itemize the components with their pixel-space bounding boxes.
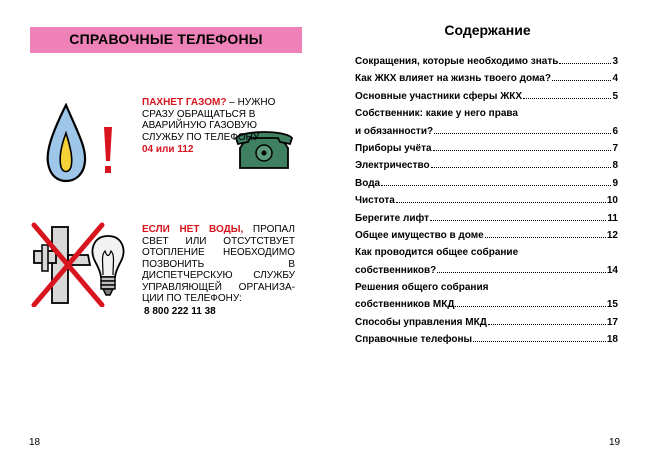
toc-label: и обязанности? xyxy=(355,125,434,137)
toc-page: 15 xyxy=(606,299,618,311)
toc-label-line1: Как проводится общее собрание xyxy=(355,247,519,259)
toc-leader xyxy=(523,98,611,99)
toc-page: 4 xyxy=(612,73,618,85)
toc-leader xyxy=(437,272,606,273)
toc-entry[interactable] xyxy=(355,91,618,108)
toc-leader xyxy=(431,167,612,168)
gas-alert: ПАХНЕТ ГАЗОМ? xyxy=(142,97,227,108)
toc-leader xyxy=(434,133,611,134)
toc-label: Основные участники сферы ЖКХ xyxy=(355,90,523,102)
toc-page: 10 xyxy=(606,195,618,207)
banner-title: СПРАВОЧНЫЕ ТЕЛЕФОНЫ xyxy=(69,31,263,47)
toc-entry[interactable] xyxy=(355,178,618,195)
toc-page: 12 xyxy=(606,229,618,241)
toc-label: Справочные телефоны xyxy=(355,334,473,346)
toc-entry[interactable] xyxy=(355,213,618,230)
toc-entry[interactable] xyxy=(355,299,618,316)
toc-entry[interactable] xyxy=(355,160,618,177)
toc-label: собственников? xyxy=(355,264,437,276)
gas-instruction xyxy=(142,97,282,156)
toc-entry[interactable] xyxy=(355,334,618,351)
toc-leader xyxy=(433,150,612,151)
toc-label: Вода xyxy=(355,177,381,189)
toc-entry[interactable] xyxy=(355,126,618,143)
toc-entry[interactable] xyxy=(355,195,618,212)
right-page xyxy=(325,0,650,461)
water-alert: ЕСЛИ НЕТ ВОДЫ, xyxy=(142,224,244,235)
toc-entry[interactable] xyxy=(355,317,618,334)
toc-label-line1: Собственник: какие у него права xyxy=(355,108,518,120)
toc-leader xyxy=(559,63,611,64)
water-text: ПРОПАЛ СВЕТ ИЛИ ОТСУТСТВУЕТ ОТОПЛЕНИЕ НЕОБХОДИМО ПОЗВОНИТЬ В ДИСПЕТЧЕРСКУЮ СЛУЖБУ УПРАВЛЯЮЩЕЙ ОРГАНИЗАЦИИ ПО ТЕЛЕФОНУ: xyxy=(142,224,295,304)
toc-entry[interactable] xyxy=(355,56,618,73)
toc-entry[interactable] xyxy=(355,73,618,90)
water-phone: 8 800 222 11 38 xyxy=(144,305,216,317)
toc-leader xyxy=(396,202,606,203)
toc-page: 6 xyxy=(612,125,618,137)
gas-text: – НУЖНО СРАЗУ ОБРАЩАТЬСЯ В АВАРИЙНУЮ ГАЗОВУЮ СЛУЖБУ ПО ТЕЛЕФОНУ xyxy=(142,97,276,143)
toc-leader xyxy=(488,324,606,325)
page-number-left: 18 xyxy=(29,437,41,448)
toc-leader xyxy=(485,237,606,238)
gas-phone: 04 или 112 xyxy=(142,144,194,155)
water-instruction xyxy=(142,224,295,317)
page-number-right: 19 xyxy=(609,437,621,448)
banner xyxy=(30,27,302,53)
toc-title: Содержание xyxy=(444,22,531,38)
toc-leader xyxy=(455,306,605,307)
toc-label: Приборы учёта xyxy=(355,142,432,154)
toc-entry[interactable] xyxy=(355,265,618,282)
toc-page: 11 xyxy=(607,212,618,224)
toc-page: 18 xyxy=(606,334,618,346)
toc-leader xyxy=(552,80,612,81)
toc-leader xyxy=(381,185,611,186)
toc-page: 8 xyxy=(612,160,618,172)
toc-leader xyxy=(473,341,606,342)
toc-page: 9 xyxy=(612,177,618,189)
gas-flame-icon xyxy=(44,103,88,183)
toc-page: 14 xyxy=(606,264,618,276)
toc-entry[interactable] xyxy=(355,143,618,160)
toc-label: Общее имущество в доме xyxy=(355,229,484,241)
toc-label: Электричество xyxy=(355,160,430,172)
toc-entry[interactable] xyxy=(355,230,618,247)
toc-label: собственников МКД xyxy=(355,299,455,311)
toc-label: Берегите лифт xyxy=(355,212,429,224)
toc-page: 3 xyxy=(612,56,618,67)
lightbulb-icon xyxy=(88,233,128,299)
toc-label: Как ЖКХ влияет на жизнь твоего дома? xyxy=(355,73,551,85)
toc-leader xyxy=(430,220,606,221)
toc-page: 7 xyxy=(612,142,618,154)
exclamation-icon xyxy=(101,125,115,177)
toc-label: Чистота xyxy=(355,195,395,207)
toc-label: Сокращения, которые необходимо знать xyxy=(355,56,559,67)
toc-label: Способы управления МКД xyxy=(355,316,487,328)
toc-page: 17 xyxy=(606,316,618,328)
toc-page: 5 xyxy=(612,90,618,102)
toc-label-line1: Решения общего собрания xyxy=(355,282,489,294)
table-of-contents xyxy=(355,56,618,352)
